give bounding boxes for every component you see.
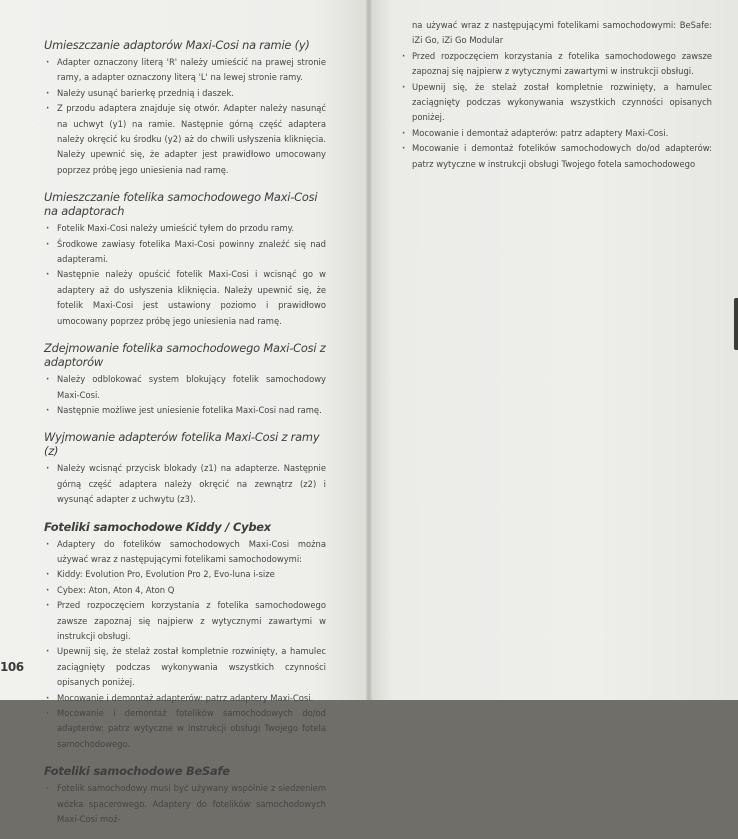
list-item: · Adapter oznaczony literą 'R' należy umieścić na prawej stronie ramy, a adapter oznaczony literą 'L' na lewej stronie ramy.: [36, 55, 326, 86]
section-umieszczanie-adaptorow: [36, 38, 326, 178]
page-edge-tab: [734, 298, 738, 350]
list-item: · Fotelik samochodowy musi być używany wspólnie z siedzeniem wózka spacerowego. Adaptery do fotelików samochodowych Maxi-Cosi moż-: [36, 781, 326, 827]
left-page-content: [36, 38, 326, 839]
section-heading: Foteliki samochodowe BeSafe: [44, 764, 230, 779]
right-page-content: [400, 18, 712, 172]
list-item: · Kiddy: Evolution Pro, Evolution Pro 2, Evo-luna i-size: [36, 567, 326, 582]
section-heading: Zdejmowanie fotelika samochodowego Maxi-Cosi z adaptorów: [44, 341, 326, 370]
section-umieszczanie-fotelika: [36, 190, 326, 329]
list-item: · Następnie należy opuścić fotelik Maxi-Cosi i wcisnąć go w adaptery aż do usłyszenia kliknięcia. Należy upewnić się, że fotelik Maxi-Cosi jest ustawiony poziomo i prawidłowo umocowany poprzez próbę jego uniesienia nad ramę.: [36, 267, 326, 329]
list-item: · Fotelik Maxi-Cosi należy umieścić tyłem do przodu ramy.: [36, 221, 326, 236]
section-besafe: [36, 764, 326, 827]
list-item: · Należy odblokować system blokujący fotelik samochodowy Maxi-Cosi.: [36, 372, 326, 403]
list-item: · Należy usunąć barierkę przednią i daszek.: [36, 86, 326, 101]
section-kiddy-cybex: [36, 520, 326, 753]
list-item: · Przed rozpoczęciem korzystania z fotelika samochodowego zawsze zapoznaj się najpierw z wytycznymi zawartymi w instrukcji obsługi.: [400, 49, 712, 80]
continuation-text: na używać wraz z następującymi fotelikami samochodowymi: BeSafe: iZi Go, iZi Go Modular: [412, 20, 712, 46]
list-item: · Upewnij się, że stelaż został kompletnie rozwinięty, a hamulec zaciągnięty podczas wykonywania wszystkich czynności opisanych poniżej.: [36, 644, 326, 690]
list-item: · Mocowanie i demontaż adapterów: patrz adaptery Maxi-Cosi.: [400, 126, 712, 141]
section-wyjmowanie-adapterow: [36, 430, 326, 507]
section-heading: Wyjmowanie adapterów fotelika Maxi-Cosi z ramy (z): [44, 430, 320, 459]
list-item: · Następnie możliwe jest uniesienie fotelika Maxi-Cosi nad ramę.: [36, 403, 326, 418]
list-item: · Należy wcisnąć przycisk blokady (z1) na adapterze. Następnie górną część adaptera należy okręcić na zewnątrz (z2) i wysunąć adapter z uchwytu (z3).: [36, 461, 326, 507]
list-item: · Przed rozpoczęciem korzystania z fotelika samochodowego zawsze zapoznaj się najpierw z wytycznymi zawartymi w instrukcji obsługi.: [36, 598, 326, 644]
section-heading: Umieszczanie adaptorów Maxi-Cosi na ramie (y): [44, 38, 310, 52]
list-item: · Mocowanie i demontaż fotelików samochodowych do/od adapterów: patrz wytyczne w instrukcji obsługi Twojego fotela samochodowego: [400, 141, 712, 172]
book-spine: [366, 0, 372, 700]
list-item: · Z przodu adaptera znajduje się otwór. Adapter należy nasunąć na uchwyt (y1) na ramie. Następnie górną część adaptera należy okręcić ku środku (y2) aż do chwili usłyszenia kliknięcia. Należy upewnić się, że adapter jest prawidłowo umocowany poprzez próbę jego uniesienia nad ramę.: [36, 101, 326, 178]
section-zdejmowanie-fotelika: [36, 341, 326, 418]
section-heading: Umieszczanie fotelika samochodowego Maxi-Cosi na adaptorach: [44, 190, 318, 219]
page-number: 106: [0, 660, 24, 674]
list-item: · Adaptery do fotelików samochodowych Maxi-Cosi można używać wraz z następującymi fotelikami samochodowymi:: [36, 537, 326, 568]
list-item: · Mocowanie i demontaż fotelików samochodowych do/od adapterów: patrz wytyczne w instrukcji obsługi Twojego fotela samochodowego.: [36, 706, 326, 752]
list-item: · Mocowanie i demontaż adapterów: patrz adaptery Maxi-Cosi.: [36, 691, 326, 706]
list-item: · Cybex: Aton, Aton 4, Aton Q: [36, 583, 326, 598]
list-item: · Upewnij się, że stelaż został kompletnie rozwinięty, a hamulec zaciągnięty podczas wykonywania wszystkich czynności opisanych poniżej.: [400, 80, 712, 126]
section-heading: Foteliki samochodowe Kiddy / Cybex: [44, 519, 271, 534]
list-item: · Środkowe zawiasy fotelika Maxi-Cosi powinny znaleźć się nad adapterami.: [36, 237, 326, 268]
